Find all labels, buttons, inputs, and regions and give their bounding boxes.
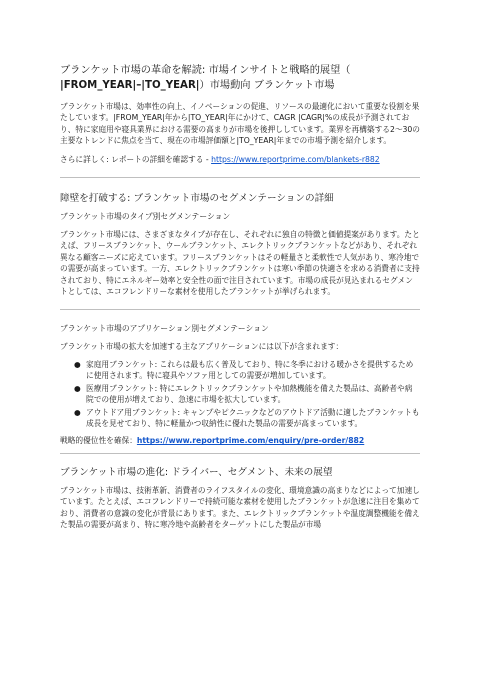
section1-title-bold: |FROM_YEAR|–|TO_YEAR| <box>60 79 200 91</box>
section3-cta <box>60 435 420 446</box>
section4-title: ブランケット市場の進化: ドライバー、セグメント、未来の展望 <box>60 466 333 478</box>
more-prefix: さらに詳しく: レポートの詳細を確認する - <box>60 154 212 164</box>
section3-title: ブランケット市場のアプリケーション別セグメンテーション <box>60 324 269 334</box>
section3-intro: ブランケット市場の拡大を加速する主なアプリケーションには以下が含まれます： <box>60 342 344 352</box>
section4-body: ブランケット市場は、技術革新、消費者のライフスタイルの変化、環境意識の高まりなどによって加速しています。たとえば、エコフレンドリーで持続可能な素材を使用したブランケットが急速に注目を集めており、消費者の意識の変化が背景にあります。また、エレクトリックブランケットや温度調整機能を備えた製品の需要が高まり、特に寒冷地や高齢者をターゲットにした製品が市場 <box>60 485 420 529</box>
list-item-text: アウトドア用ブランケット: キャンプやピクニックなどのアウトドア活動に適したブランケットも成長を見せており、特に軽量かつ収納性に優れた製品の需要が高まっています。 <box>86 407 420 428</box>
section1-body: ブランケット市場は、効率性の向上、イノベーションの促進、リソースの最適化において重要な役割を果たしています。|FROM_YEAR|年から|TO_YEAR|年にかけて、CAGR |CAGR|%の成長が予測されており、特に家庭用や寝具業界における需要の高まりが市場を後押ししています。業界を再構築する2～30の主要なトレンドに焦点を当て、現在の市場評価額と|TO_YEAR|年までの市場予測を紹介します。 <box>60 102 420 146</box>
list-item <box>74 359 420 382</box>
list-item <box>74 407 420 430</box>
section2-title: 障壁を打破する: ブランケット市場のセグメンテーションの詳細 <box>60 193 334 205</box>
section1-more <box>60 154 420 165</box>
report-detail-link[interactable]: https://www.reportprime.com/blankets-r882 <box>211 154 380 164</box>
bullet-icon: ● <box>74 359 81 369</box>
section1-title-tail: ）市場動向 ブランケット市場 <box>199 79 335 91</box>
list-item-text: 医療用ブランケット: 特にエレクトリックブランケットや加熱機能を備えた製品は、高齢者や病院での使用が増えており、急速に市場を拡大しています。 <box>86 383 413 405</box>
application-list <box>60 359 420 429</box>
section2-body: ブランケット市場には、さまざまなタイプが存在し、それぞれに独自の特徴と価値提案があります。たとえば、フリースブランケット、ウールブランケット、エレクトリックブランケットなどがあり、それぞれ異なる顧客ニーズに応えています。フリースブランケットはその軽量さと柔軟性で人気があり、寒冷地での需要が高まっています。一方、エレクトリックブランケットは寒い季節の快適さを求める消費者に支持されており、特にエネルギー効率と安全性の面で注目されています。市場の成長が見込まれるセグメントとしては、エコフレンドリーな素材を使用したブランケットが挙げられます。 <box>60 230 420 297</box>
pre-order-link[interactable]: https://www.reportprime.com/enquiry/pre-order/882 <box>136 436 365 446</box>
list-item <box>74 383 420 406</box>
cta-prefix: 戦略的優位性を確保： <box>60 436 137 446</box>
bullet-icon: ● <box>74 383 81 393</box>
list-item-text: 家庭用ブランケット: これらは最も広く普及しており、特に冬季における暖かさを提供するために使用されます。特に寝具やソファ用としての需要が増加しています。 <box>86 359 414 381</box>
section1-title-line1: ブランケット市場の革命を解読: 市場インサイトと戦略的展望（ <box>60 65 351 76</box>
section2-subtitle: ブランケット市場のタイプ別セグメンテーション <box>60 212 231 222</box>
bullet-icon: ● <box>74 407 81 417</box>
section1-title <box>60 64 420 93</box>
